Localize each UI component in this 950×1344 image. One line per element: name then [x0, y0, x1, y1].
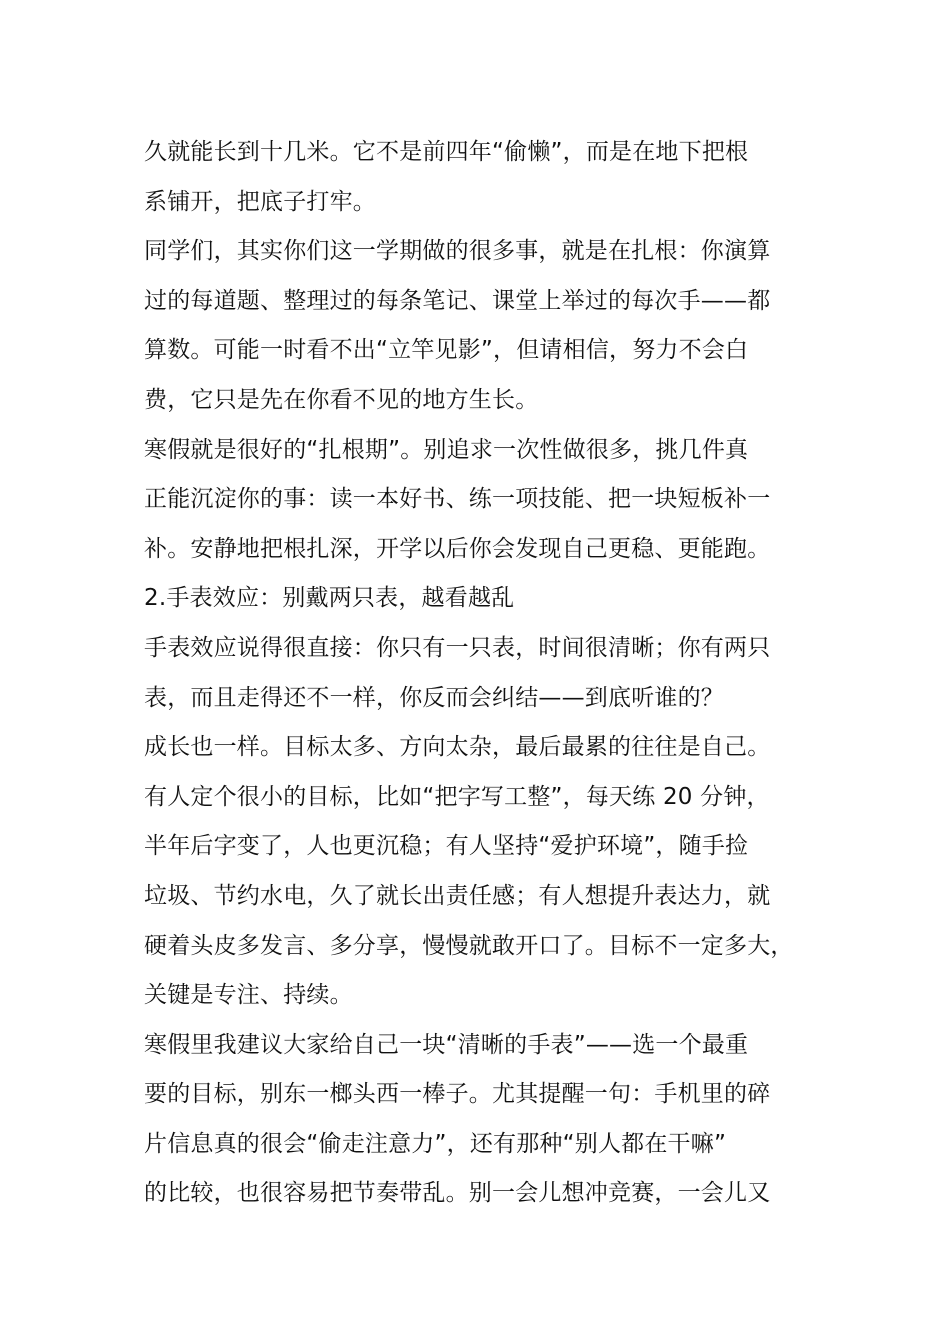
text-line: 同学们，其实你们这一学期做的很多事，就是在扎根：你演算 — [144, 238, 771, 265]
text-line: 算数。可能一时看不出“立竿见影”，但请相信，努力不会白 — [144, 337, 749, 364]
text-line: 的比较，也很容易把节奏带乱。别一会儿想冲竞赛，一会儿又 — [144, 1180, 771, 1207]
section-heading: 2.手表效应：别戴两只表，越看越乱 — [144, 585, 515, 612]
text-line: 成长也一样。目标太多、方向太杂，最后最累的往往是自己。 — [144, 734, 771, 761]
text-line: 有人定个很小的目标，比如“把字写工整”，每天练 20 分钟， — [144, 783, 770, 810]
text-line: 过的每道题、整理过的每条笔记、课堂上举过的每次手——都 — [144, 287, 771, 314]
text-line: 要的目标，别东一榔头西一棒子。尤其提醒一句：手机里的碎 — [144, 1081, 771, 1108]
text-line: 关键是专注、持续。 — [144, 982, 353, 1009]
text-line: 硬着头皮多发言、多分享，慢慢就敢开口了。目标不一定多大， — [144, 932, 794, 959]
text-line: 垃圾、节约水电，久了就长出责任感；有人想提升表达力，就 — [144, 882, 771, 909]
text-line: 手表效应说得很直接：你只有一只表，时间很清晰；你有两只 — [144, 634, 771, 661]
body-text — [144, 128, 844, 1219]
text-line: 正能沉淀你的事：读一本好书、练一项技能、把一块短板补一 — [144, 486, 771, 513]
text-line: 片信息真的很会“偷走注意力”，还有那种“别人都在干嘛” — [144, 1130, 727, 1157]
text-line: 久就能长到十几米。它不是前四年“偷懒”，而是在地下把根 — [144, 139, 749, 165]
text-line: 表，而且走得还不一样，你反而会纠结——到底听谁的？ — [144, 684, 724, 711]
text-line: 寒假里我建议大家给自己一块“清晰的手表”——选一个最重 — [144, 1031, 749, 1058]
text-line: 费，它只是先在你看不见的地方生长。 — [144, 386, 539, 413]
text-line: 寒假就是很好的“扎根期”。别追求一次性做很多，挑几件真 — [144, 436, 749, 463]
text-line: 半年后字变了，人也更沉稳；有人坚持“爱护环境”，随手捡 — [144, 833, 749, 860]
text-line: 补。安静地把根扎深，开学以后你会发现自己更稳、更能跑。 — [144, 535, 771, 562]
text-line: 系铺开，把底子打牢。 — [144, 188, 376, 215]
